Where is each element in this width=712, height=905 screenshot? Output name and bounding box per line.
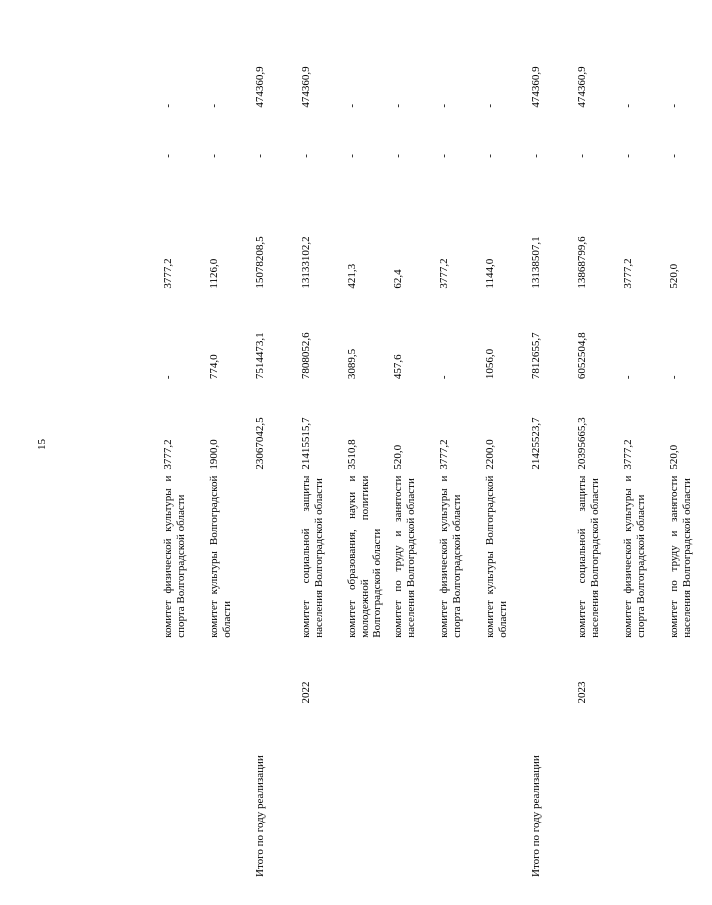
value-regional-cell: 3777,2 [622, 258, 634, 289]
executor-cell [528, 473, 574, 641]
value-regional-cell: 3777,2 [438, 258, 450, 289]
total-label-cell [574, 707, 620, 881]
value-local-cell: - [254, 154, 266, 158]
table-row [206, 20, 252, 880]
year-cell [344, 641, 390, 707]
executor-cell: комитет физической культуры и спорта Волгоградской области [162, 475, 187, 638]
executor-cell: комитет культуры Волгоградской области [484, 475, 509, 638]
budget-table [160, 20, 712, 880]
total-label-cell: Итого по году реализации [530, 755, 542, 877]
value-local-cell: - [162, 154, 174, 158]
value-total-cell: 20395665,3 [576, 417, 588, 470]
value-local-cell: - [438, 154, 450, 158]
rotated-table-container [160, 20, 693, 880]
value-extra-cell: - [162, 103, 174, 108]
value-extra-cell: - [668, 103, 680, 108]
value-federal-cell: - [668, 375, 680, 380]
value-local-cell: - [576, 154, 588, 158]
value-extra-cell: - [346, 103, 358, 108]
value-local-cell: - [668, 154, 680, 158]
total-label-cell [298, 707, 344, 881]
year-cell [528, 641, 574, 707]
value-federal-cell: 1056,0 [484, 348, 496, 380]
value-federal-cell: 7812655,7 [530, 332, 542, 380]
value-regional-cell: 62,4 [392, 269, 404, 289]
value-local-cell: - [392, 154, 404, 158]
total-label-cell [620, 707, 666, 881]
value-extra-cell: - [392, 103, 404, 108]
executor-cell: комитет физической культуры и спорта Волгоградской области [622, 475, 647, 638]
table-row [436, 20, 482, 880]
year-cell [252, 641, 298, 707]
value-local-cell: - [622, 154, 634, 158]
value-regional-cell: 520,0 [668, 263, 680, 289]
value-local-cell: - [346, 154, 358, 158]
value-total-cell: 3510,8 [346, 439, 358, 470]
value-total-cell: 2200,0 [484, 439, 496, 470]
value-federal-cell: - [438, 375, 450, 380]
value-extra-cell: 474360,9 [530, 66, 542, 108]
year-cell [666, 641, 712, 707]
value-total-cell: 3777,2 [622, 439, 634, 470]
value-federal-cell: 774,0 [208, 354, 220, 380]
value-extra-cell: 474360,9 [300, 66, 312, 108]
value-total-cell: 520,0 [392, 444, 404, 470]
value-extra-cell: 474360,9 [254, 66, 266, 108]
value-total-cell: 3777,2 [438, 439, 450, 470]
value-federal-cell: - [622, 375, 634, 380]
value-regional-cell: 13868799,6 [576, 236, 588, 289]
page-number: 15 [36, 439, 48, 450]
total-label-cell [482, 707, 528, 881]
executor-cell: комитет по труду и занятости населения Волгоградской области [668, 475, 693, 638]
year-cell [620, 641, 666, 707]
total-label-cell: Итого по году реализации [254, 755, 266, 877]
year-cell [482, 641, 528, 707]
total-label-cell [666, 707, 712, 881]
table-row [298, 20, 344, 880]
value-federal-cell: 3089,5 [346, 348, 358, 380]
executor-cell: комитет социальной защиты населения Волгоградской области [576, 475, 601, 638]
value-regional-cell: 13133102,2 [300, 236, 312, 289]
value-federal-cell: 6052504,8 [576, 332, 588, 380]
value-total-cell: 21425523,7 [530, 417, 542, 470]
executor-cell: комитет физической культуры и спорта Волгоградской области [438, 475, 463, 638]
table-row [666, 20, 712, 880]
table-body [160, 20, 712, 880]
value-extra-cell: - [438, 103, 450, 108]
total-label-cell [160, 707, 206, 881]
value-federal-cell: 7514473,1 [254, 332, 266, 380]
value-extra-cell: 474360,9 [576, 66, 588, 108]
value-local-cell: - [208, 154, 220, 158]
table-row [482, 20, 528, 880]
year-cell: 2022 [300, 681, 312, 704]
table-row [528, 20, 574, 880]
value-total-cell: 3777,2 [162, 439, 174, 470]
value-extra-cell: - [208, 103, 220, 108]
value-local-cell: - [300, 154, 312, 158]
executor-cell: комитет по труду и занятости населения Волгоградской области [392, 475, 417, 638]
executor-cell [252, 473, 298, 641]
value-regional-cell: 13138507,1 [530, 236, 542, 289]
value-extra-cell: - [484, 103, 496, 108]
value-regional-cell: 1144,0 [484, 258, 496, 289]
executor-cell: комитет социальной защиты населения Волгоградской области [300, 475, 325, 638]
value-regional-cell: 15078208,5 [254, 236, 266, 289]
total-label-cell [344, 707, 390, 881]
value-total-cell: 520,0 [668, 444, 680, 470]
value-federal-cell: 457,6 [392, 354, 404, 380]
value-local-cell: - [484, 154, 496, 158]
value-federal-cell: 7808052,6 [300, 332, 312, 380]
table-row [574, 20, 620, 880]
value-local-cell: - [530, 154, 542, 158]
value-total-cell: 21415515,7 [300, 417, 312, 470]
executor-cell: комитет образования, науки и молодежной политики Волгоградской области [346, 475, 384, 638]
total-label-cell [436, 707, 482, 881]
year-cell: 2023 [576, 681, 588, 704]
value-total-cell: 1900,0 [208, 439, 220, 470]
table-row [390, 20, 436, 880]
executor-cell: комитет культуры Волгоградской области [208, 475, 233, 638]
total-label-cell [206, 707, 252, 881]
value-total-cell: 23067042,5 [254, 417, 266, 470]
table-row [620, 20, 666, 880]
table-row [160, 20, 206, 880]
value-regional-cell: 1126,0 [208, 258, 220, 289]
table-row [252, 20, 298, 880]
value-federal-cell: - [162, 375, 174, 380]
year-cell [206, 641, 252, 707]
year-cell [160, 641, 206, 707]
value-extra-cell: - [622, 103, 634, 108]
year-cell [436, 641, 482, 707]
year-cell [390, 641, 436, 707]
value-regional-cell: 421,3 [346, 263, 358, 289]
value-regional-cell: 3777,2 [162, 258, 174, 289]
table-row [344, 20, 390, 880]
total-label-cell [390, 707, 436, 881]
